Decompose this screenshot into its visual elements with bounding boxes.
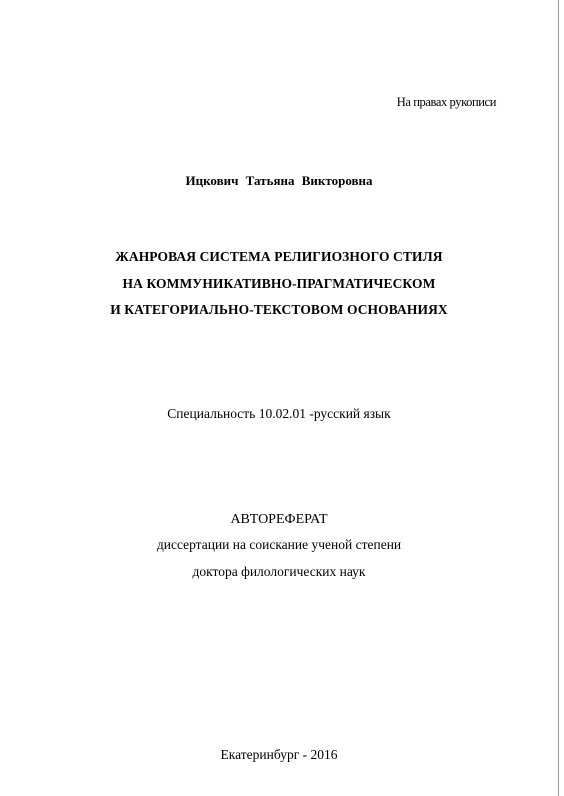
rights-notice: На правах рукописи	[396, 95, 496, 109]
specialty-line: Специальность 10.02.01 -русский язык	[167, 406, 391, 421]
title-line-1: ЖАНРОВАЯ СИСТЕМА РЕЛИГИОЗНОГО СТИЛЯ	[115, 249, 443, 264]
title-line-2: НА КОММУНИКАТИВНО-ПРАГМАТИЧЕСКОМ	[122, 276, 436, 291]
author-name: Ицкович Татьяна Викторовна	[185, 173, 373, 188]
degree-line-1: диссертации на соискание ученой степени	[156, 537, 402, 552]
abstract-label: АВТОРЕФЕРАТ	[230, 512, 328, 527]
title-line-3: И КАТЕГОРИАЛЬНО-ТЕКСТОВОМ ОСНОВАНИЯХ	[110, 302, 448, 317]
city-year: Екатеринбург - 2016	[220, 747, 338, 762]
page-edge	[558, 0, 564, 796]
degree-line-2: доктора филологических наук	[192, 564, 366, 579]
